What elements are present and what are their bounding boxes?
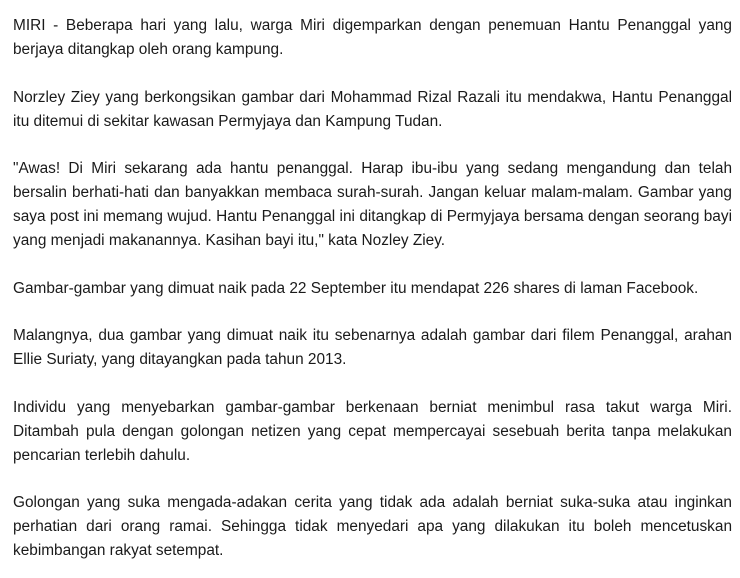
article-paragraph-6: Individu yang menyebarkan gambar-gambar berkenaan berniat menimbul rasa takut warga Miri. Ditambah pula dengan golongan netizen yang cepat mempercayai sesebuah berita tanpa melakukan pencarian terlebih dahulu. bbox=[13, 398, 732, 464]
article-paragraph-4: Gambar-gambar yang dimuat naik pada 22 September itu mendapat 226 shares di laman Facebook. bbox=[13, 279, 699, 297]
article-paragraph-1: MIRI - Beberapa hari yang lalu, warga Miri digemparkan dengan penemuan Hantu Penanggal yang berjaya ditangkap oleh orang kampung. bbox=[13, 17, 732, 58]
article-paragraph-3: "Awas! Di Miri sekarang ada hantu penanggal. Harap ibu-ibu yang sedang mengandung dan telah bersalin berhati-hati dan banyakkan membaca surah-surah. Jangan keluar malam-malam. Gambar yang saya post ini memang wujud. Hantu Penanggal ini ditangkap di Permyjaya bersama dengan seorang bayi yang menjadi makanannya. Kasihan bayi itu," kata Nozley Ziey. bbox=[13, 160, 732, 249]
article-paragraph-7: Golongan yang suka mengada-adakan cerita yang tidak ada adalah berniat suka-suka atau inginkan perhatian dari orang ramai. Sehingga tidak menyedari apa yang dilakukan itu boleh mencetuskan kebimbangan rakyat setempat. bbox=[13, 494, 732, 559]
article-paragraph-2: Norzley Ziey yang berkongsikan gambar dari Mohammad Rizal Razali itu mendakwa, Hantu Penanggal itu ditemui di sekitar kawasan Permyjaya dan Kampung Tudan. bbox=[13, 88, 732, 130]
article-paragraph-5: Malangnya, dua gambar yang dimuat naik itu sebenarnya adalah gambar dari filem Penanggal, arahan Ellie Suriaty, yang ditayangkan pada tahun 2013. bbox=[13, 327, 732, 368]
